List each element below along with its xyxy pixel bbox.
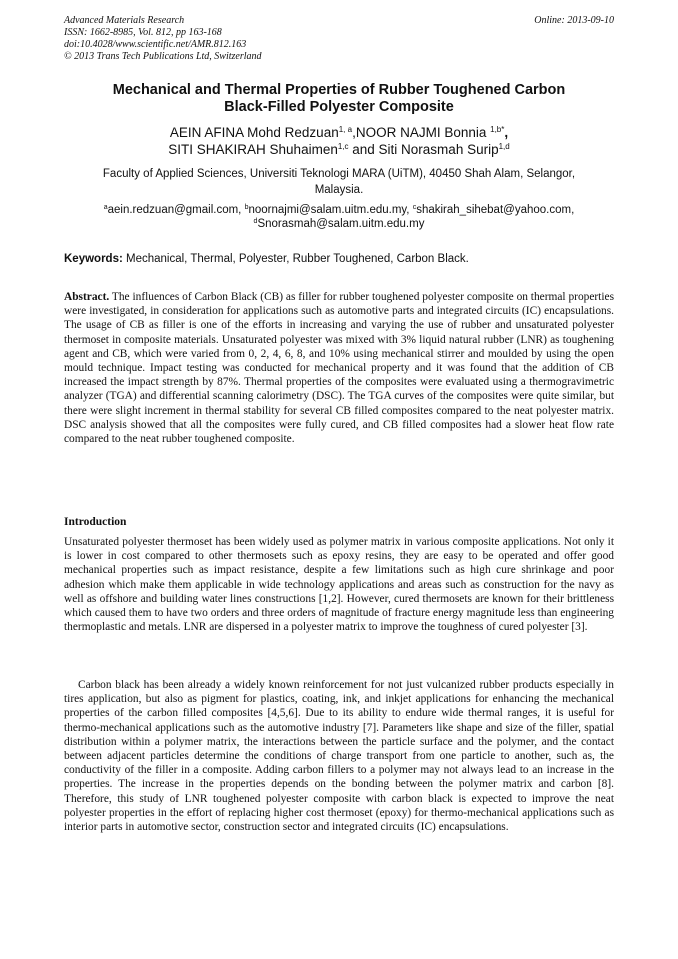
author-2: NOOR NAJMI Bonnia (355, 125, 491, 140)
authors-line-1 (64, 124, 614, 141)
online-date: Online: 2013-09-10 (534, 15, 614, 26)
author-1: AEIN AFINA Mohd Redzuan (169, 125, 339, 140)
author-3-affil: 1,c (337, 142, 349, 151)
author-list (64, 124, 614, 158)
introduction-paragraph-2 (64, 678, 614, 834)
title-line-1: Mechanical and Thermal Properties of Rubber Toughened Carbon (112, 82, 566, 98)
paragraph-text: Carbon black has been already a widely known reinforcement for not just vulcanized rubber products especially in tires application, but also as pigment for plastics, coating, ink, and inkjet applications for enhancing the mechanical properties of the carbon filled composites [4,5,6]. Due to its ability to endure wide thermal ranges, it is useful for thermo-mechanical applications such as the automotive industry [7]. Parameters like shape and size of the filler, spatial distribution within a polymer matrix, the interactions between the particle surface and the polymer, and the contact between adjacent particles determine the conditions of charge transport from one particle to another, such as, the conductivity of the filler in a composite. Adding carbon fillers to a polymer may not always lead to an increase in the properties. The increase in the properties depends on the bonding between the polymer matrix and carbon [8]. Therefore, this study of LNR toughened polyester composite with carbon black is expected to improve the neat polyester properties in the effort of replacing higher cost thermoset (epoxy) for thermo-mechanical applications such as interior parts in automotive sector, construction sector and integrated circuits (IC) encapsulations. (64, 679, 614, 834)
affiliation-line-1: Faculty of Applied Sciences, Universiti Teknologi MARA (UiTM), 40450 Shah Alam, Selangor, (102, 168, 576, 180)
issn-line: ISSN: 1662-8985, Vol. 812, pp 163-168 (64, 27, 222, 38)
email-b: noornajmi@salam.uitm.edu.my, (248, 204, 413, 216)
author-4: Siti Norasmah Surip (378, 142, 499, 157)
affiliation (64, 166, 614, 198)
journal-header (64, 15, 262, 63)
keywords-text: Mechanical, Thermal, Polyester, Rubber Toughened, Carbon Black. (122, 253, 469, 265)
doi-line: doi:10.4028/www.scientific.net/AMR.812.163 (64, 39, 247, 50)
abstract-label: Abstract. (64, 291, 110, 303)
email-c: shakirah_sihebat@yahoo.com, (416, 204, 575, 216)
keywords-label: Keywords: (64, 253, 123, 265)
email-b-marker: b (244, 204, 249, 211)
copyright-line: © 2013 Trans Tech Publications Ltd, Switzerland (64, 51, 262, 62)
author-emails (64, 203, 614, 231)
author-separator: , (504, 125, 509, 140)
introduction-paragraph-1 (64, 535, 614, 634)
abstract-text: The influences of Carbon Black (CB) as filler for rubber toughened polyester composite on thermal properties were investigated, in consideration for applications such as automotive parts and integrated circuits (IC) encapsulations. The usage of CB as filler is one of the efforts in increasing and varying the use of rubber and unsaturated polyester thermoset in composite materials. Unsaturated polyester was mixed with 3% liquid natural rubber (LNR) as toughening agent and CB, which were varied from 0, 2, 4, 6, 8, and 10% using mechanical stirrer and moulded by using the open mould technique. Impact testing was conducted for mechanical property and it was found that the addition of CB increased the impact strength by 87%. Thermal properties of the composites were evaluated using a thermogravimetric analyzer (TGA) and differential scanning calorimetry (DSC). The TGA curves of the composites were quite similar, but there were slight increment in thermal stability for several CB filled composites compared to the neat polyester matrix. DSC analysis showed that all the composites were fully cured, and CB filled composites had a slower heat flow rate compared to the neat rubber toughened composite. (64, 291, 614, 446)
email-d-marker: d (253, 218, 258, 225)
author-1-affil: 1, a (338, 125, 353, 134)
journal-name: Advanced Materials Research (64, 15, 185, 26)
email-d: Snorasmah@salam.uitm.edu.my (257, 218, 425, 230)
author-3: SITI SHAKIRAH Shuhaimen (168, 142, 338, 157)
author-separator: , (352, 125, 356, 140)
emails-line-1 (64, 203, 614, 217)
author-and: and (348, 142, 379, 157)
author-2-affil: 1,b* (490, 125, 505, 134)
email-a: aein.redzuan@gmail.com, (107, 204, 245, 216)
paper-title (64, 82, 614, 116)
abstract (64, 290, 614, 446)
keywords (64, 252, 614, 266)
emails-line-2 (64, 217, 614, 231)
affiliation-line-2: Malaysia. (314, 184, 364, 196)
authors-line-2 (64, 141, 614, 158)
introduction-heading: Introduction (64, 516, 127, 528)
paragraph-text: Unsaturated polyester thermoset has been widely used as polymer matrix in various composite applications. Not only it is lower in cost compared to other thermosets such as epoxy resins, they are easy to be operated and offer good mechanical properties such as impact resistance, despite a few limitations such as high cure shrinkage and poor adhesion which make them applicable in wide technology applications and areas such as construction for the navy as well as offshore and building water lines constructions [1,2]. However, cured thermosets are known for their brittleness which caused them to have two orders and three orders of magnitude of fracture energy magnitude less than engineering thermoplastic and metals. LNR are dispersed in a polyester matrix to improve the toughness of cured polyester [3]. (64, 536, 614, 634)
email-a-marker: a (103, 204, 108, 211)
email-c-marker: c (412, 204, 417, 211)
title-line-2: Black-Filled Polyester Composite (224, 99, 454, 115)
author-4-affil: 1,d (498, 142, 510, 151)
